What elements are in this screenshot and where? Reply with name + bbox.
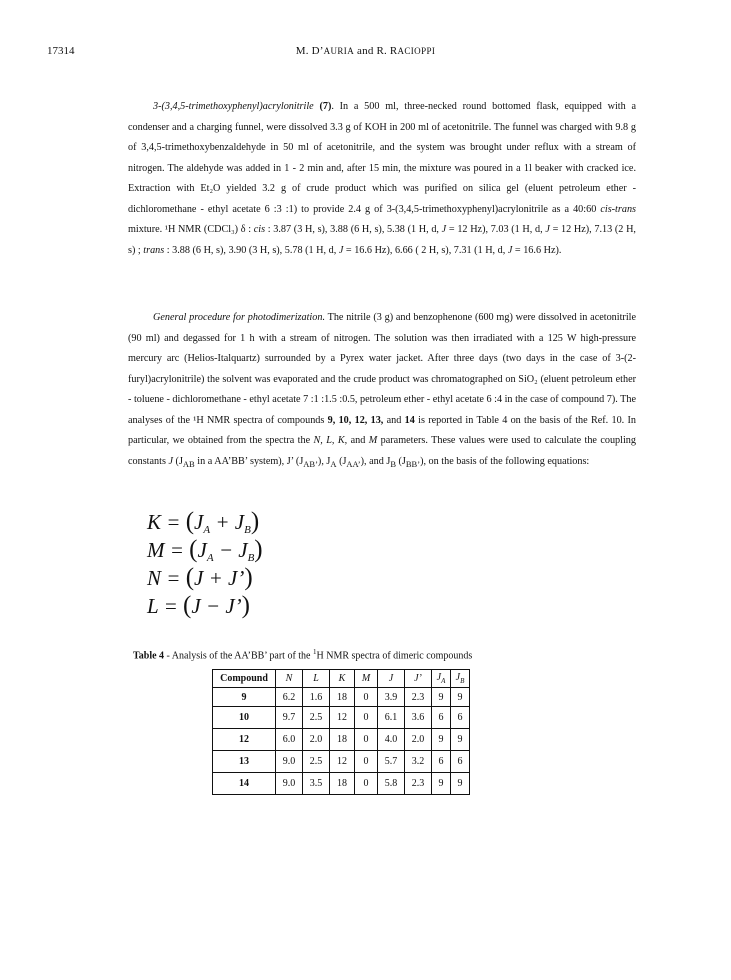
cell: 6.1 (378, 707, 405, 729)
col-header-m: M (355, 670, 378, 688)
running-head-part: AURIA (323, 46, 355, 56)
text-run: : 3.88 (6 H, s), 3.90 (3 H, s), 5.78 (1 H, d, (164, 244, 339, 256)
text-run: J (507, 244, 513, 256)
cell: 18 (330, 773, 355, 795)
text-run: : 3.87 (3 H, s), 3.88 (6 H, s), 5.38 (1 H, d, (265, 224, 442, 235)
cell: 3.6 (405, 707, 432, 729)
text-run: (J (395, 455, 406, 467)
eq-term: J’ (228, 566, 245, 590)
table-row (213, 707, 470, 729)
header-sub: B (460, 677, 465, 685)
eq-term: J (234, 510, 245, 534)
cell: 2.0 (303, 729, 330, 751)
eq-sub: B (247, 552, 255, 564)
table-row (213, 751, 470, 773)
cell: 5.7 (378, 751, 405, 773)
cell: 18 (330, 729, 355, 751)
header-symbol: J (436, 672, 442, 683)
cell: 9.0 (276, 773, 303, 795)
cell: 18 (330, 688, 355, 707)
cell: 6.2 (276, 688, 303, 707)
text-run: 14 (404, 414, 415, 426)
col-header-ja (432, 670, 451, 688)
eq-term: J (194, 510, 204, 534)
eq-op: + (208, 566, 223, 590)
text-run: B (390, 458, 396, 469)
cell: 9 (451, 729, 470, 751)
text-run: cis-trans (600, 203, 636, 215)
text-run: mixture. ¹H NMR (CDCl₃) δ : (128, 224, 254, 235)
running-head-part: M. D’ (295, 45, 324, 57)
eq-sub: A (206, 552, 214, 564)
cell: 12 (330, 751, 355, 773)
cell: 9.7 (276, 707, 303, 729)
cell-compound: 9 (213, 688, 276, 707)
cell: 0 (355, 707, 378, 729)
col-header-compound: Compound (213, 670, 276, 688)
compound-ref: (7) (319, 101, 332, 112)
paragraph-acrylonitrile-synthesis (128, 97, 636, 261)
text-run: parameters. These values were used to calculate the coupling constants (128, 435, 636, 467)
cell: 9 (432, 729, 451, 751)
eq-sub: A (203, 524, 211, 536)
running-head (0, 45, 731, 57)
text-run: M (368, 435, 378, 446)
text-run: 9, 10, 12, 13, (327, 414, 384, 426)
header-sub: A (441, 677, 446, 685)
eq-op: − (205, 594, 221, 618)
text-run: The nitrile (3 g) and benzophenone (600 mg) were dissolved in acetonitrile (90 ml) and degassed for 1 h with a stream of nitrogen. The solution was then irradiated with a 125 W high-pressure mercury arc (Helios-Italquartz) surrounded by a Pyrex water jacket. After three days (two days in the case of 3-(2-furyl)acrylonitrile) the solvent was evaporated and the crude product was chromatographed on SiO₂ (eluent petroleum ether - toluene - dichloromethane - ethyl acetate 7 :1 :1.5 :0.5, petroleum ether - ethyl acetate 6 :4 in the case of compound 7). The analyses of the ¹H NMR spectra of compounds (128, 312, 636, 426)
cell: 0 (355, 751, 378, 773)
table-row (213, 688, 470, 707)
cell: 9 (451, 688, 470, 707)
cell: 6 (432, 751, 451, 773)
col-header-jb (451, 670, 470, 688)
table-header-row (213, 670, 470, 688)
text-run: in a AA’BB’ system), J’ (J (194, 455, 304, 467)
cell: 6 (432, 707, 451, 729)
text-run: ), on the basis of the following equations: (420, 455, 590, 467)
cell: 4.0 (378, 729, 405, 751)
caption-sup: 1 (313, 648, 317, 656)
caption-text: H NMR spectra of dimeric compounds (316, 650, 473, 662)
table-caption (133, 648, 472, 661)
cell: 2.3 (405, 773, 432, 795)
text-run: ), and J (360, 455, 391, 467)
cell: 12 (330, 707, 355, 729)
cell: 3.5 (303, 773, 330, 795)
text-run: = 16.6 Hz), 6.66 ( 2 H, s), 7.31 (1 H, d, (343, 244, 508, 256)
eq-op: − (218, 538, 233, 562)
text-run: and (347, 435, 369, 446)
running-head-part: ACIOPPI (397, 46, 436, 56)
running-head-part: and R. R (354, 45, 398, 57)
text-run: (J (173, 455, 183, 467)
cell: 5.8 (378, 773, 405, 795)
eq-sub: B (244, 524, 251, 536)
cell: 6 (451, 751, 470, 773)
text-run: ), J (317, 455, 331, 467)
text-run: J (338, 244, 344, 256)
text-run: = 12 Hz), 7.13 (2 H, s) ; (128, 224, 636, 256)
header-symbol: J (455, 672, 461, 683)
eq-lhs: N (147, 566, 162, 590)
text-run: AB’ (303, 458, 318, 469)
col-header-j: J (378, 670, 405, 688)
cell: 6 (451, 707, 470, 729)
cell: 1.6 (303, 688, 330, 707)
cell: 3.2 (405, 751, 432, 773)
cell: 0 (355, 729, 378, 751)
col-header-l: L (303, 670, 330, 688)
cell: 9 (451, 773, 470, 795)
text-run: BB’ (405, 458, 421, 469)
text-run: J (441, 224, 447, 235)
equation-m: $M = (J_A - J_B)$ (147, 536, 263, 564)
text-run: trans (143, 244, 165, 256)
text-run: J (168, 455, 173, 467)
cell-compound: 10 (213, 707, 276, 729)
text-run: N, L, K, (313, 435, 348, 446)
table-row (213, 773, 470, 795)
eq-term: J (194, 566, 204, 590)
text-run: A (330, 458, 337, 469)
col-header-n: N (276, 670, 303, 688)
eq-op: + (215, 510, 230, 534)
text-run: AA’ (346, 458, 361, 469)
cell: 9 (432, 688, 451, 707)
text-run: AB (182, 458, 195, 469)
cell-compound: 13 (213, 751, 276, 773)
table-row (213, 729, 470, 751)
eq-term: J (197, 538, 207, 562)
text-run: (J (336, 455, 347, 467)
equation-k: $K = (J_A + J_B)$ (147, 508, 260, 536)
cell: 0 (355, 773, 378, 795)
cell-compound: 14 (213, 773, 276, 795)
text-run: and (383, 414, 405, 426)
page-number: 17314 (47, 45, 75, 57)
cell: 9.0 (276, 751, 303, 773)
eq-term: J (191, 594, 201, 618)
cell: 2.3 (405, 688, 432, 707)
col-header-j-prime: J’ (405, 670, 432, 688)
caption-text: - Analysis of the AA’BB’ part of the (164, 650, 313, 662)
paragraph-title: 3-(3,4,5-trimethoxyphenyl)acrylonitrile (153, 101, 314, 112)
eq-lhs: M (147, 538, 165, 562)
text-run: . In a 500 ml, three-necked round bottomed flask, equipped with a condenser and a charging funnel, were dissolved 3.3 g of KOH in 200 ml of acetonitrile. The funnel was charged with 9.8 g of 3,4,5-trimethoxybenzaldehyde in 50 ml of acetonitrile, and the system was brought under reflux with a stream of nitrogen. The aldehyde was added in 1 - 2 min and, after 15 min, the mixture was poured in a 1l beaker with cracked ice. Extraction with Et₂O yielded 3.2 g of crude product which was purified on silica gel (eluent petroleum ether - dichloromethane - ethyl acetate 6 :3 :1) to provide 2.4 g of 3-(3,4,5-trimethoxyphenyl)acrylonitrile as a 40:60 (128, 101, 637, 215)
eq-term: J’ (225, 594, 242, 618)
equation-n: N = (J + J’) (147, 564, 253, 591)
paragraph-title: General procedure for photodimerization. (153, 312, 325, 323)
paragraph-photodimerization (128, 308, 636, 474)
equation-l: L = (J − J’) (147, 592, 250, 619)
eq-lhs: L (147, 594, 159, 618)
cell: 0 (355, 688, 378, 707)
eq-lhs: K (147, 510, 162, 534)
cell: 2.5 (303, 751, 330, 773)
text-run: cis (253, 224, 266, 235)
text-run: = 12 Hz), 7.03 (1 H, d, (446, 224, 546, 235)
col-header-k: K (330, 670, 355, 688)
text-run: = 16.6 Hz). (512, 244, 562, 256)
nmr-analysis-table (212, 669, 470, 795)
cell: 3.9 (378, 688, 405, 707)
text-run: J (545, 224, 550, 235)
text-run: is reported in Table 4 on the basis of the Ref. 10. In particular, we obtained from the spectra the (128, 414, 636, 446)
cell: 6.0 (276, 729, 303, 751)
equations-block (147, 508, 263, 620)
eq-term: J (238, 538, 248, 562)
cell: 2.5 (303, 707, 330, 729)
cell: 2.0 (405, 729, 432, 751)
caption-label: Table 4 (133, 650, 165, 662)
cell-compound: 12 (213, 729, 276, 751)
cell: 9 (432, 773, 451, 795)
